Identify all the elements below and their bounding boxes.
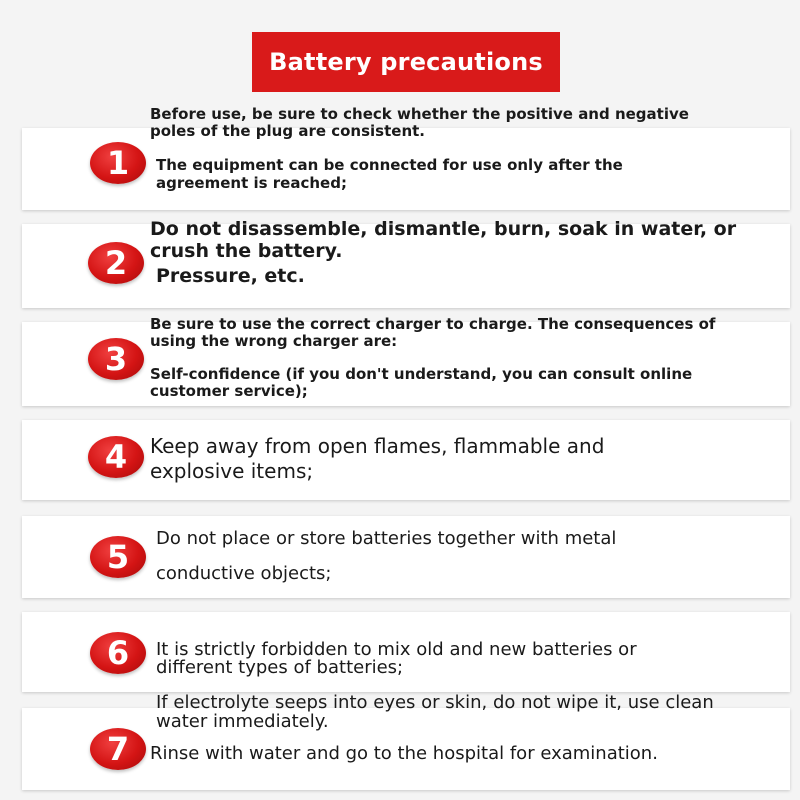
precaution-2-line-2: crush the battery. <box>150 240 343 262</box>
precaution-1-line-3: The equipment can be connected for use only after the <box>156 156 623 174</box>
number-badge-4: 4 <box>88 436 144 478</box>
precaution-5-line-1: Do not place or store batteries together with metal <box>156 528 617 549</box>
precaution-6-line-2: different types of batteries; <box>156 657 404 678</box>
precaution-7-line-2: water immediately. <box>156 711 329 732</box>
precaution-3-line-2: using the wrong charger are: <box>150 332 398 350</box>
precaution-4-line-2: explosive items; <box>150 459 314 483</box>
page-title: Battery precautions <box>252 32 560 92</box>
number-badge-6: 6 <box>90 632 146 674</box>
precaution-3-line-3: Self-confidence (if you don't understand, you can consult online <box>150 365 693 383</box>
number-badge-5: 5 <box>90 536 146 578</box>
precaution-2-line-3: Pressure, etc. <box>156 265 305 287</box>
precaution-7-line-1: If electrolyte seeps into eyes or skin, do not wipe it, use clean <box>156 692 714 713</box>
precaution-4-line-1: Keep away from open flames, flammable and <box>150 434 605 458</box>
number-badge-7: 7 <box>90 728 146 770</box>
precaution-5-line-2: conductive objects; <box>156 563 332 584</box>
precaution-1-line-1: Before use, be sure to check whether the positive and negative <box>150 105 689 123</box>
number-badge-3: 3 <box>88 338 144 380</box>
number-badge-2: 2 <box>88 242 144 284</box>
precaution-3-line-4: customer service); <box>150 382 308 400</box>
precaution-2-line-1: Do not disassemble, dismantle, burn, soak in water, or <box>150 218 737 240</box>
precaution-1-line-4: agreement is reached; <box>156 174 347 192</box>
precaution-7-line-3: Rinse with water and go to the hospital for examination. <box>150 743 658 764</box>
number-badge-1: 1 <box>90 142 146 184</box>
precaution-1-line-2: poles of the plug are consistent. <box>150 122 426 140</box>
precaution-6-line-1: It is strictly forbidden to mix old and new batteries or <box>156 639 637 660</box>
precaution-3-line-1: Be sure to use the correct charger to charge. The consequences of <box>150 315 716 333</box>
